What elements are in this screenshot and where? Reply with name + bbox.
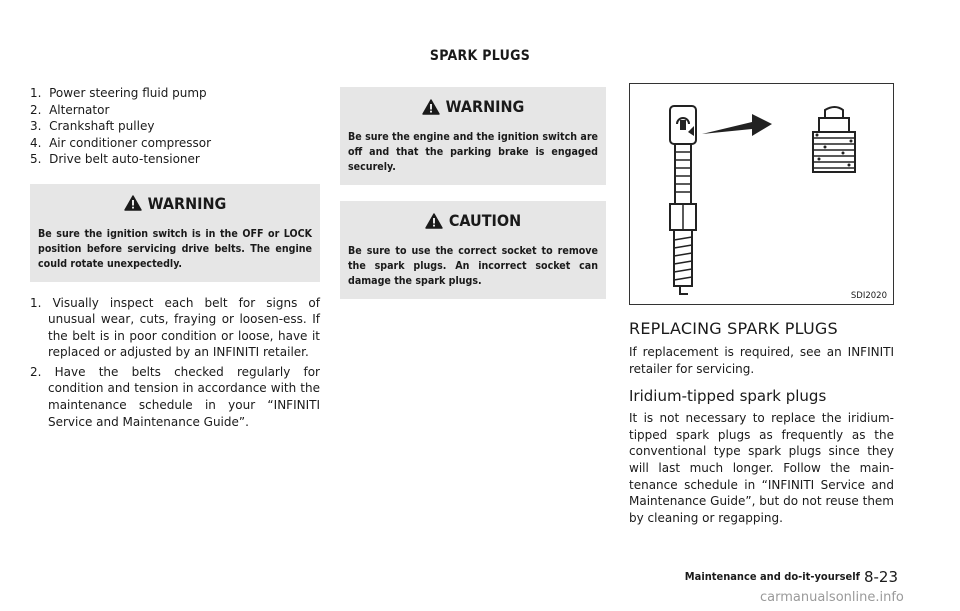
warning-heading: WARNING <box>445 97 525 116</box>
figure-label: SDI2020 <box>850 291 887 301</box>
spark-plug-illustration <box>630 84 893 304</box>
right-column <box>629 83 894 526</box>
page-number: 8-23 <box>863 567 898 586</box>
warning-text: Be sure the ignition switch is in the OFF or LOCK position before servicing drive belts. The engine could rotate unexpectedly. <box>38 227 312 270</box>
belt-inspection-steps <box>30 295 320 431</box>
list-item: 5. Drive belt auto-tensioner <box>30 152 200 166</box>
caution-triangle-icon <box>425 213 443 229</box>
warning-heading: WARNING <box>147 193 227 213</box>
page-footer <box>658 566 898 586</box>
drive-belt-legend <box>30 85 320 168</box>
warning-triangle-icon <box>124 195 142 211</box>
warning-triangle-icon <box>422 99 440 115</box>
iridium-text: It is not necessary to replace the iridium-tipped spark plugs as frequently as the conventional type spark plugs since they will last much longer. Follow the main-tenance schedule in “INFINITI Service and Maintenance Guide”, but do not reuse them by cleaning or regapping. <box>629 411 894 525</box>
list-item: 3. Crankshaft pulley <box>30 119 155 133</box>
list-item: 4. Air conditioner compressor <box>30 135 212 150</box>
caution-heading: CAUTION <box>448 211 522 230</box>
watermark: carmanualsonline.info <box>760 590 904 605</box>
iridium-heading: Iridium-tipped spark plugs <box>629 387 827 406</box>
list-item: 1. Visually inspect each belt for signs of unusual wear, cuts, fraying or loosen-ess. If the belt is in poor condition or loose, have it replaced or adjusted by an INFINITI retailer. <box>30 295 320 360</box>
warning-text: Be sure the engine and the ignition switch are off and that the parking brake is engaged securely. <box>348 131 598 173</box>
replacing-text: If replacement is required, see an INFINITI retailer for servicing. <box>629 345 894 376</box>
list-item: 2. Have the belts checked regularly for condition and tension in accordance with the maintenance schedule in your “INFINITI Service and Maintenance Guide”. <box>30 364 320 429</box>
warning-box-drive-belts <box>30 184 320 282</box>
left-column <box>30 85 320 433</box>
list-item: 1. Power steering fluid pump <box>30 86 207 100</box>
caution-text: Be sure to use the correct socket to remove the spark plugs. An incorrect socket can damage the spark plugs. <box>348 245 598 287</box>
warning-box-spark-plugs <box>340 87 606 185</box>
footer-chapter: Maintenance and do-it-yourself <box>684 570 860 583</box>
list-item: 2. Alternator <box>30 102 110 117</box>
middle-column <box>340 87 606 299</box>
caution-box <box>340 201 606 299</box>
replacing-heading: REPLACING SPARK PLUGS <box>629 319 838 338</box>
spark-plug-figure <box>629 83 894 305</box>
section-title: SPARK PLUGS <box>429 48 531 64</box>
